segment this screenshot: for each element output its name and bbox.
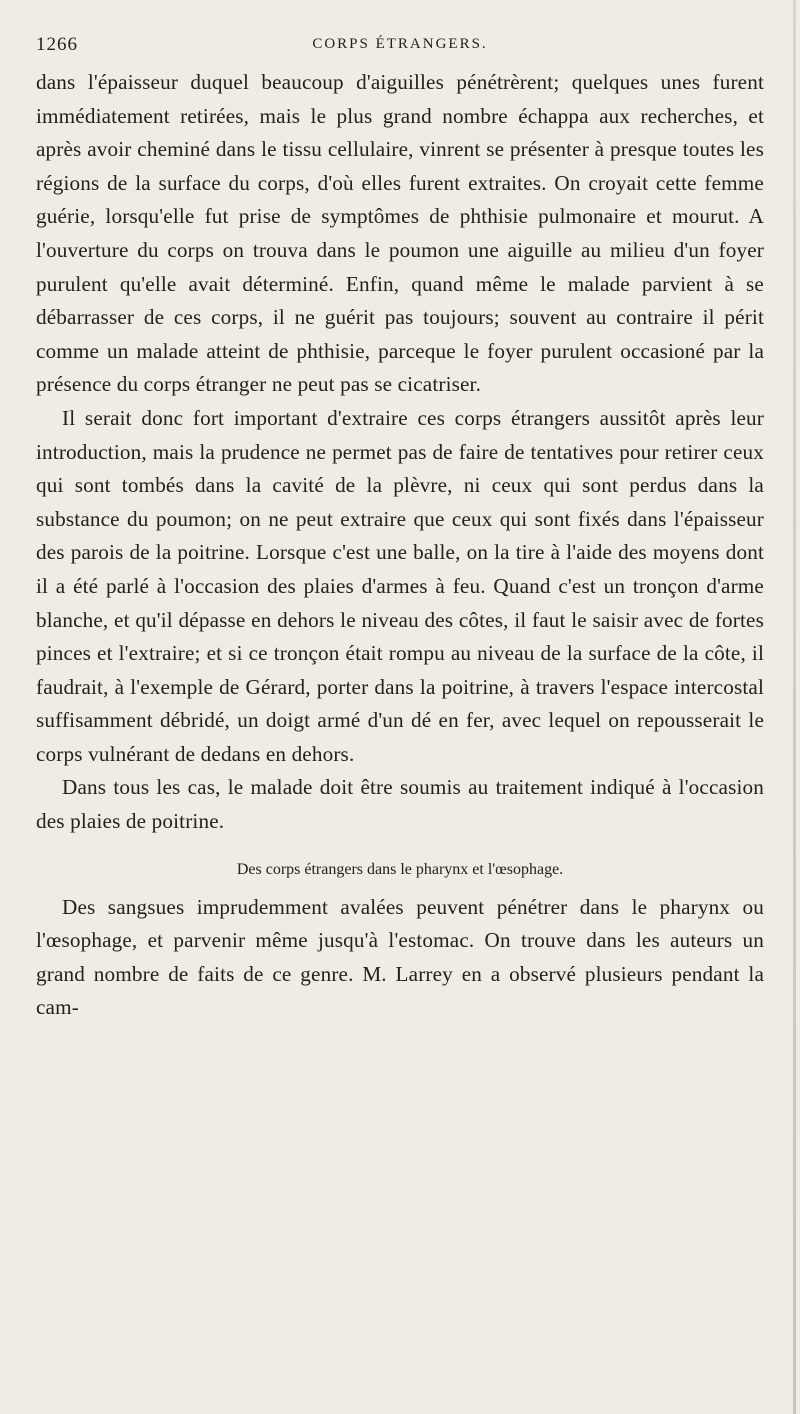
paragraph-treatment: Dans tous les cas, le malade doit être soumis au traitement indiqué à l'occasion des plaies de poitrine.	[36, 775, 764, 834]
page-number: 1266	[36, 34, 78, 55]
section-heading: Des corps étrangers dans le pharynx et l'œsophage.	[236, 860, 564, 878]
paragraph-continued: dans l'épaisseur duquel beaucoup d'aiguilles pénétrèrent; quelques unes furent immédiatement retirées, mais le plus grand nombre échappa aux recherches, et après avoir cheminé dans le tissu cellulaire, vinrent se présenter à presque toutes les régions de la surface du corps, d'où elles furent extraites. On croyait cette femme guérie, lorsqu'elle fut prise de symptômes de phthisie pulmonaire et mourut. A l'ouverture du corps on trouva dans le poumon une aiguille au milieu d'un foyer purulent qu'elle avait déterminé. Enfin, quand même le malade parvient à se débarrasser de ces corps, il ne guérit pas toujours; souvent au contraire il périt comme un malade atteint de phthisie, parceque le foyer purulent occasioné par la présence du corps étranger ne peut pas se cicatriser.	[36, 70, 764, 397]
running-title: CORPS ÉTRANGERS.	[312, 36, 488, 52]
book-page	[36, 26, 764, 1025]
paragraph-extraction: Il serait donc fort important d'extraire ces corps étrangers aussitôt après leur introduction, mais la prudence ne permet pas de faire de tentatives pour retirer ceux qui sont tombés dans la cavité de la plèvre, ni ceux qui sont perdus dans la substance du poumon; on ne peut extraire que ceux qui sont fixés dans l'épaisseur des parois de la poitrine. Lorsque c'est une balle, on la tire à l'aide des moyens dont il a été parlé à l'occasion des plaies d'armes à feu. Quand c'est un tronçon d'arme blanche, et qu'il dépasse en dehors le niveau des côtes, il faut le saisir avec de fortes pinces et l'extraire; et si ce tronçon était rompu au niveau de la surface de la côte, il faudrait, à l'exemple de Gérard, porter dans la poitrine, à travers l'espace intercostal suffisamment débridé, un doigt armé d'un dé en fer, avec lequel on repousserait le corps vulnérant de dedans en dehors.	[36, 405, 764, 766]
paragraph-leeches: Des sangsues imprudemment avalées peuvent pénétrer dans le pharynx ou l'œsophage, et parvenir même jusqu'à l'estomac. On trouve dans les auteurs un grand nombre de faits de ce genre. M. Larrey en a observé plusieurs pendant la cam-	[36, 894, 764, 1020]
page-edge-shadow	[793, 0, 796, 1414]
body-text	[36, 66, 764, 1025]
running-head	[36, 26, 764, 66]
